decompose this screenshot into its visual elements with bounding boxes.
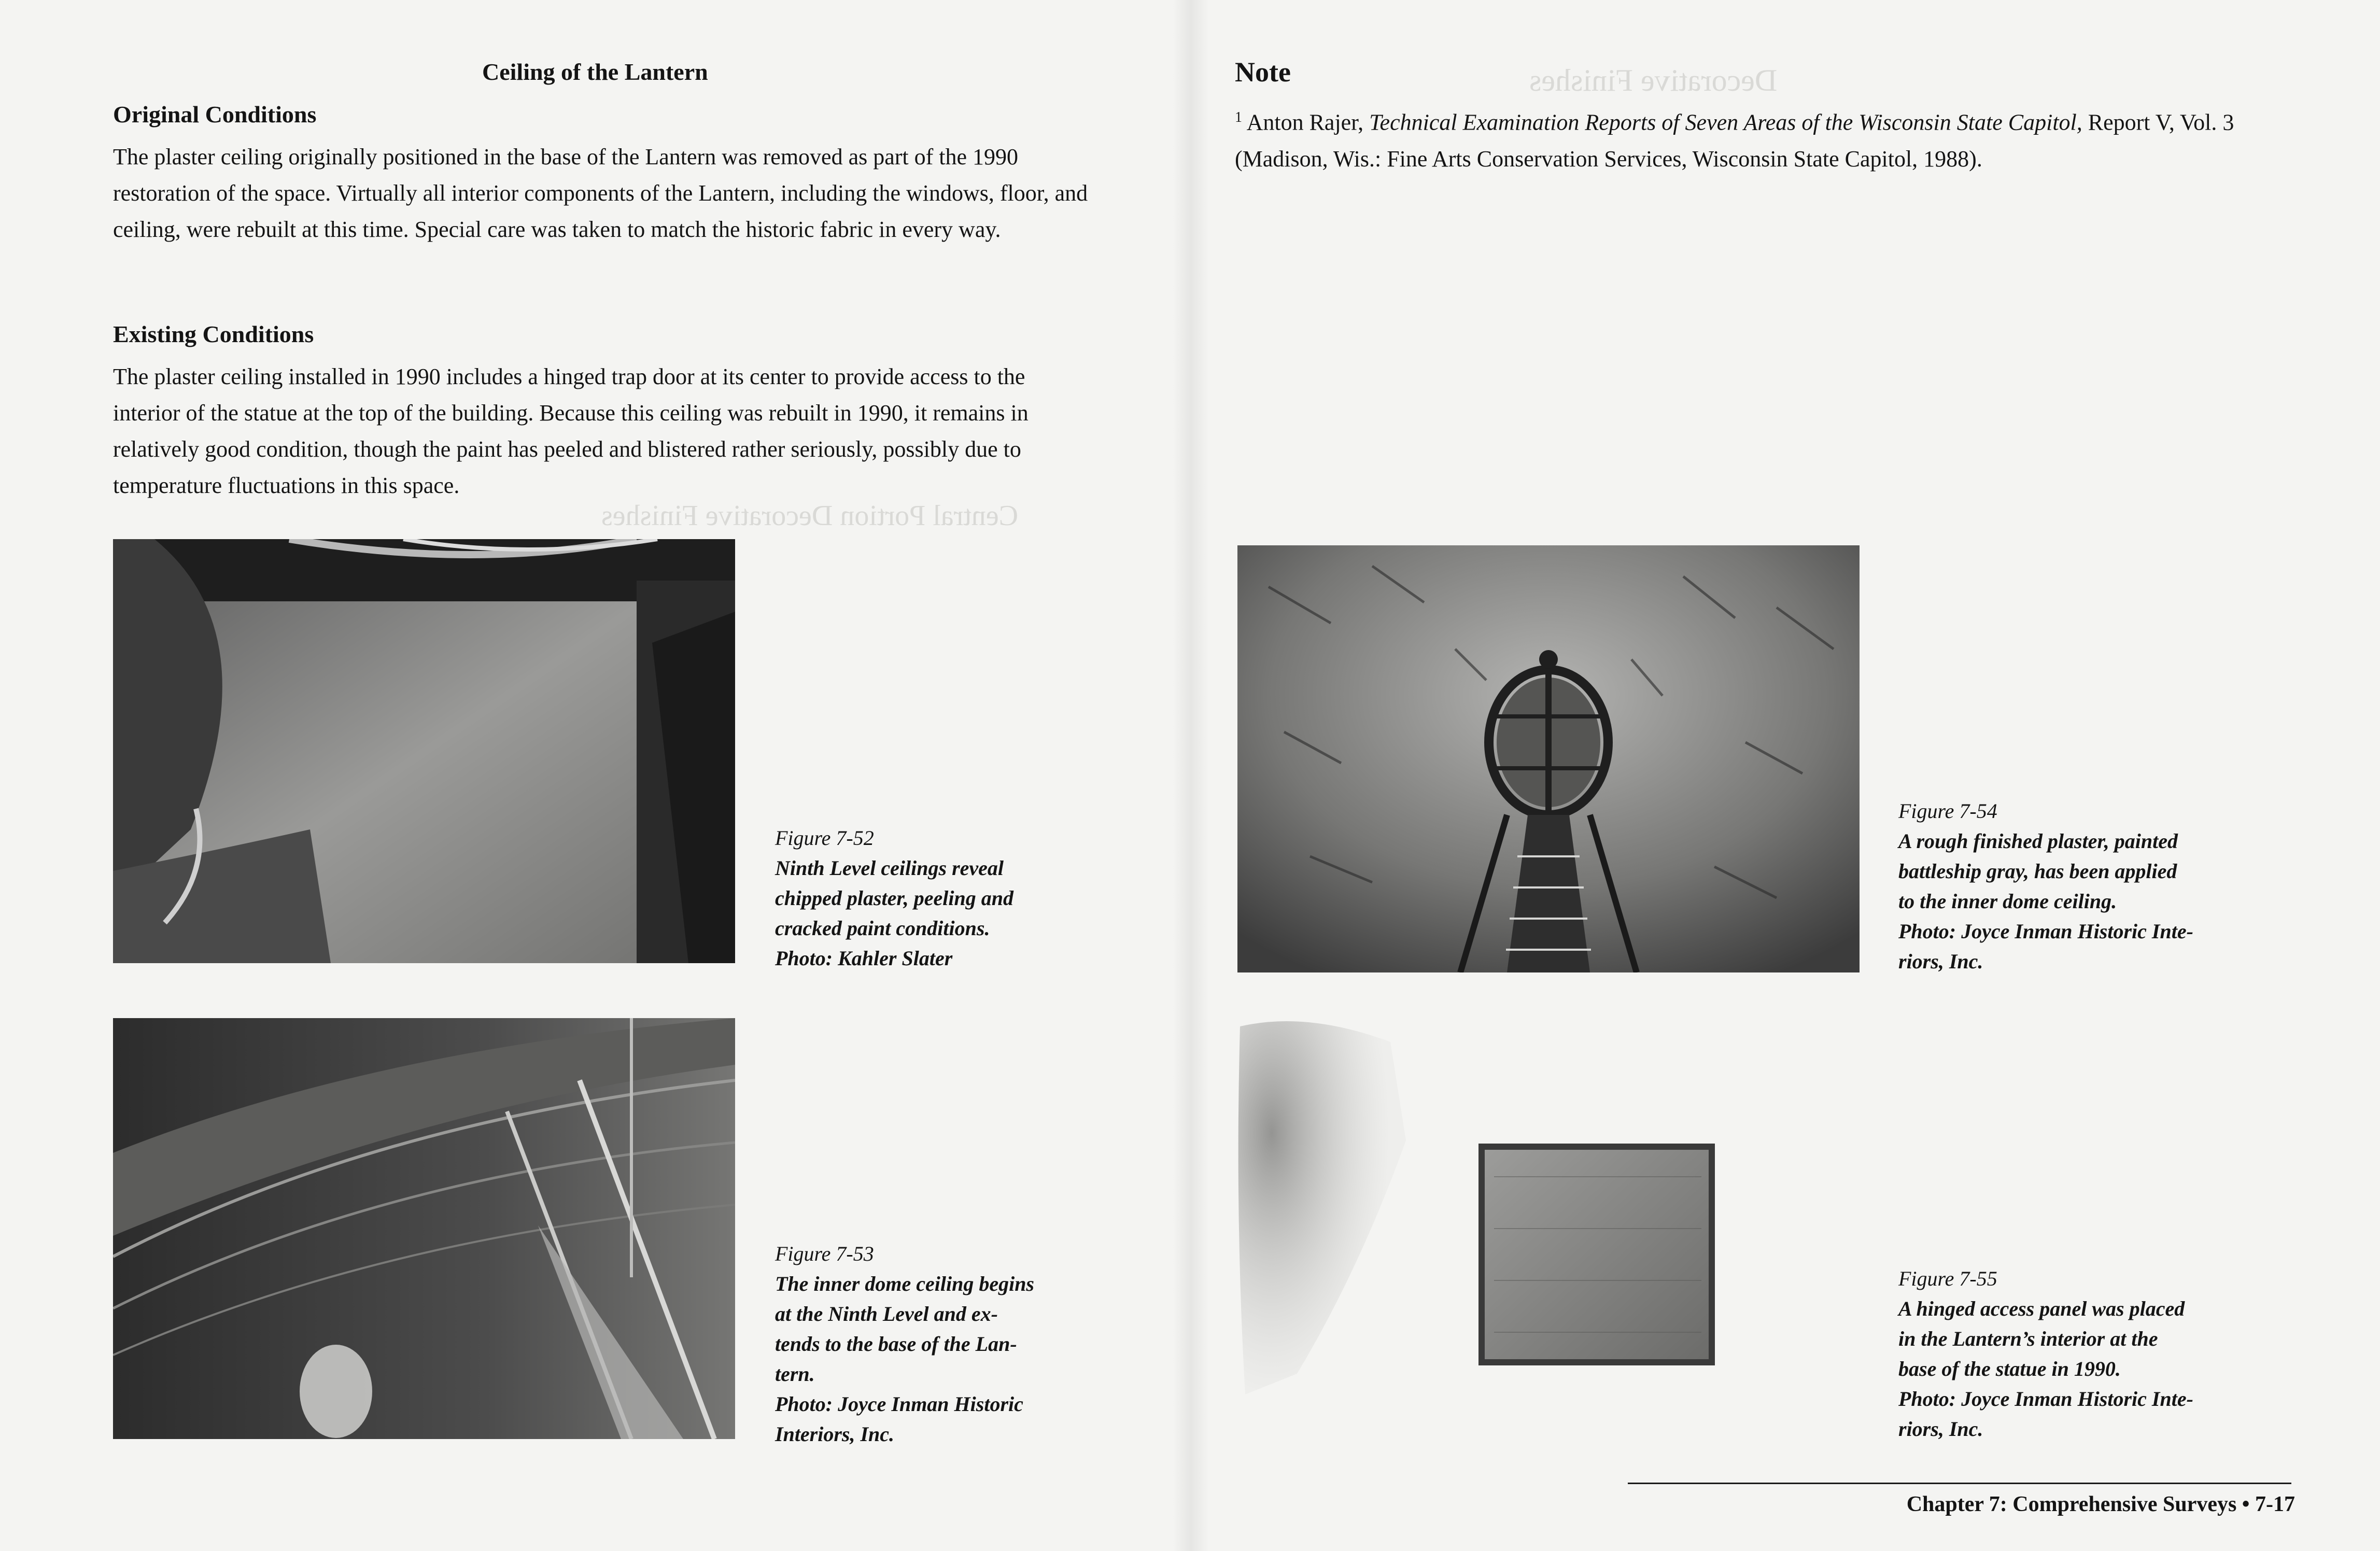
caption-line: The inner dome ceiling begins bbox=[775, 1272, 1034, 1295]
figure-label: Figure 7-53 bbox=[775, 1242, 874, 1265]
photo-credit: Photo: Joyce Inman Historic bbox=[775, 1392, 1023, 1416]
show-through-text: Central Portion Decorative Finishes bbox=[601, 500, 1019, 532]
caption-line: A hinged access panel was placed bbox=[1898, 1297, 2185, 1320]
footnote-number: 1 bbox=[1235, 109, 1242, 125]
figure-label: Figure 7-55 bbox=[1898, 1267, 1997, 1290]
caption-line: in the Lantern’s interior at the bbox=[1898, 1327, 2158, 1350]
figure-7-54-caption bbox=[1898, 796, 2193, 977]
photo-credit: riors, Inc. bbox=[1898, 1417, 1983, 1441]
figure-7-55-photo bbox=[1235, 1011, 1733, 1405]
photo-credit: Photo: Joyce Inman Historic Inte- bbox=[1898, 920, 2193, 943]
figure-label: Figure 7-54 bbox=[1898, 799, 1997, 823]
footer-rule bbox=[1628, 1483, 2291, 1484]
footnote-author: Anton Rajer, bbox=[1246, 109, 1364, 135]
footnote-title: Technical Examination Reports of Seven Areas of the Wisconsin State Capitol, bbox=[1369, 109, 2082, 135]
note-heading: Note bbox=[1235, 57, 1291, 88]
footnote bbox=[1235, 100, 2287, 177]
original-conditions-heading: Original Conditions bbox=[113, 101, 317, 128]
caption-line: base of the statue in 1990. bbox=[1898, 1357, 2121, 1380]
caption-line: A rough finished plaster, painted bbox=[1898, 829, 2178, 853]
caption-line: to the inner dome ceiling. bbox=[1898, 890, 2117, 913]
photo-credit: riors, Inc. bbox=[1898, 950, 1983, 973]
existing-conditions-heading: Existing Conditions bbox=[113, 321, 314, 347]
show-through-text: Decorative Finishes bbox=[1529, 63, 1778, 97]
page-footer: Chapter 7: Comprehensive Surveys • 7-17 bbox=[1906, 1492, 2295, 1516]
figure-7-54-photo bbox=[1237, 545, 1860, 972]
figure-7-55-caption bbox=[1898, 1264, 2193, 1444]
photo-credit: Photo: Joyce Inman Historic Inte- bbox=[1898, 1387, 2193, 1411]
figure-label: Figure 7-52 bbox=[775, 826, 874, 850]
footnote-rest: Report V, Vol. 3 (Madison, Wis.: Fine Arts Conservation Services, Wisconsin State Capitol, 1988). bbox=[1235, 109, 2234, 172]
caption-line: at the Ninth Level and ex- bbox=[775, 1302, 998, 1326]
caption-line: tends to the base of the Lan- bbox=[775, 1332, 1017, 1356]
caption-line: Ninth Level ceilings reveal bbox=[775, 856, 1004, 880]
caption-line: cracked paint conditions. bbox=[775, 917, 990, 940]
photo-credit: Photo: Kahler Slater bbox=[775, 947, 953, 970]
caption-line: battleship gray, has been applied bbox=[1898, 859, 2177, 883]
existing-conditions-text: The plaster ceiling installed in 1990 includes a hinged trap door at its center to provide access to the interior of the statue at the top of the building. Because this ceiling was rebuilt in 1990, it remains in relatively good condition, though the paint has peeled and blistered rather seriously, possibly due to temperature fluctuations in this space. bbox=[113, 364, 1029, 498]
original-conditions-text: The plaster ceiling originally positioned in the base of the Lantern was removed as part of the 1990 restoration of the space. Virtually all interior components of the Lantern, including the windows, floor, and ceiling, were rebuilt at this time. Special care was taken to match the historic fabric in every way. bbox=[113, 144, 1088, 242]
caption-line: tern. bbox=[775, 1362, 815, 1386]
section-title: Ceiling of the Lantern bbox=[482, 59, 708, 85]
caption-line: chipped plaster, peeling and bbox=[775, 886, 1013, 910]
photo-credit: Interiors, Inc. bbox=[775, 1422, 895, 1446]
